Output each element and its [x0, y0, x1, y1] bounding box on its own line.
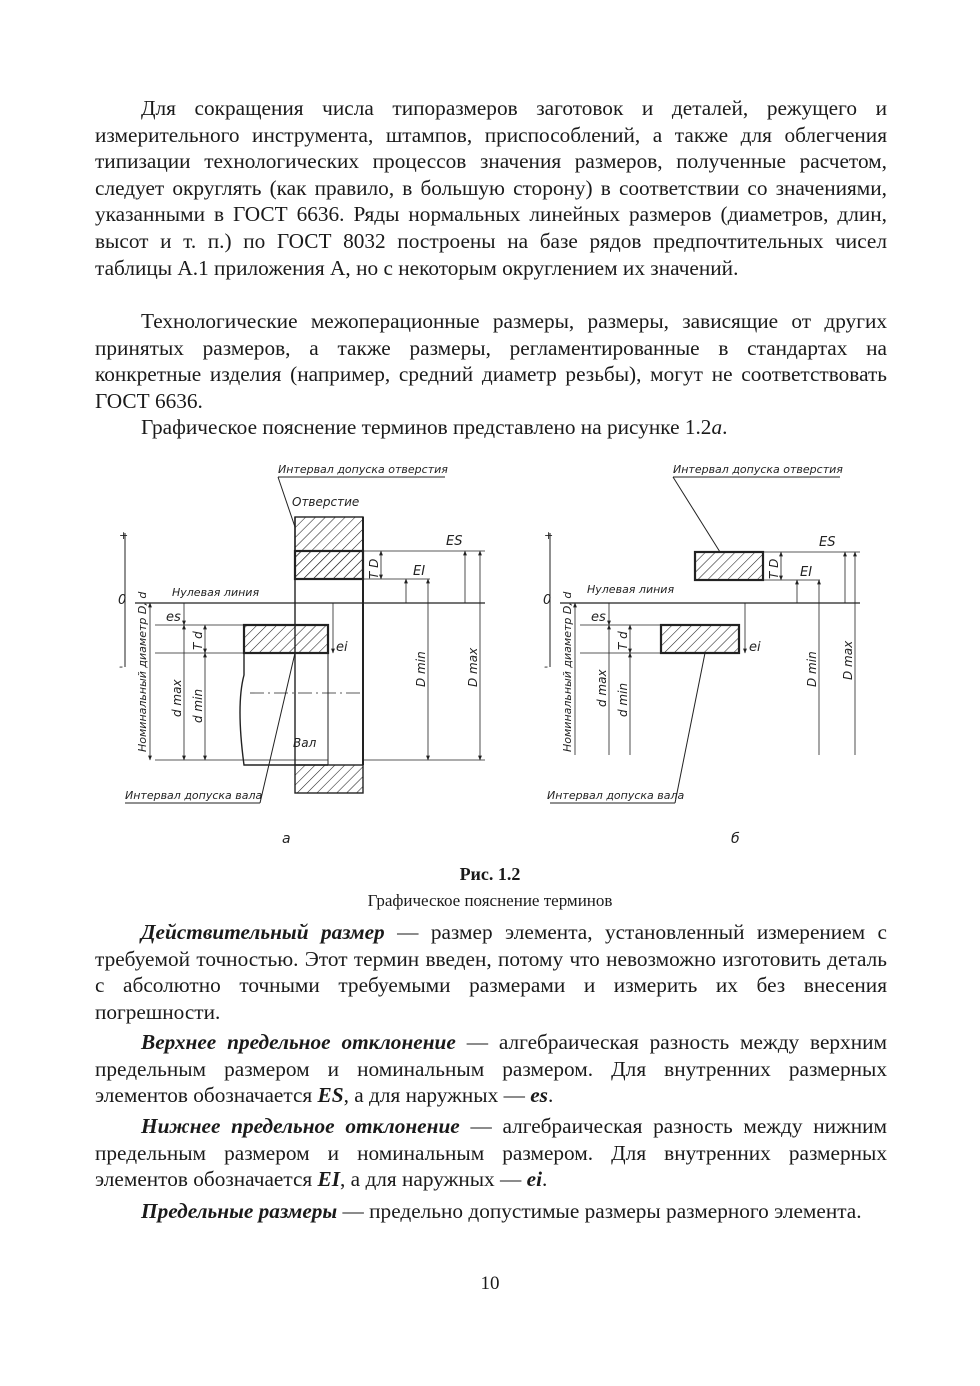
figure-title: Графическое пояснение терминов: [367, 891, 613, 910]
label-Dmax: D max: [466, 647, 480, 687]
minus-sign-b: -: [544, 660, 548, 673]
leader-shaft-zone: [260, 653, 295, 803]
label-Dmin: D min: [414, 651, 428, 687]
hole-tolerance-zone-b: [695, 552, 763, 580]
figure-1-2: [110, 455, 870, 855]
label-dmin: d min: [191, 688, 205, 723]
leader-hole-zone-b: [673, 477, 720, 552]
paragraph-2: Технологические межоперационные размеры, размеры, зависящие от других принятых размеров, а также размеры, регламентированные в стандартах на конкретные изделия (например, средний диаметр резьбы), могут не соответствовать ГОСТ 6636.: [95, 309, 887, 413]
definition-actual-size-text: — размер элемента, установленный измерением с требуемой точностью. Этот термин введен, потому что невозможно изготовить деталь с абсолютно точными требуемыми размерами и измерить их без внесения погрешности.: [95, 920, 887, 1024]
shaft-tolerance-zone-b: [661, 625, 739, 653]
label-EI: EI: [413, 564, 426, 579]
label-ES-b: ES: [819, 535, 836, 550]
label-EI-b: EI: [800, 565, 813, 580]
zero-label: 0: [118, 593, 127, 608]
leader-shaft-zone-b: [675, 653, 705, 803]
zero-label-b: 0: [543, 593, 552, 608]
plus-sign-b: +: [544, 529, 554, 542]
label-es: es: [166, 610, 181, 625]
definition-lower-end: .: [542, 1167, 548, 1192]
symbol-ES: ES: [317, 1083, 344, 1108]
label-Td-b: T d: [616, 631, 630, 650]
zero-line-label-b: Нулевая линия: [587, 583, 675, 596]
symbol-ei: ei: [526, 1167, 542, 1192]
shaft-tolerance-zone: [244, 625, 328, 653]
definition-upper-mid: , а для наружных —: [343, 1083, 531, 1108]
definition-upper-deviation: [95, 1029, 887, 1109]
label-nominal: Номинальный диаметр D, d: [136, 591, 149, 752]
subfigure-a: [118, 463, 485, 847]
label-TD: T D: [367, 558, 381, 579]
label-Dmax-b: D max: [841, 640, 855, 680]
symbol-EI: EI: [317, 1167, 341, 1192]
label-Td: T d: [191, 631, 205, 650]
definition-upper-text: — алгебраическая разность между верхним предельным размером и номинальным размером. Для внутренних размерных элементов обозначается: [95, 1030, 887, 1108]
paragraph-3: [95, 414, 887, 441]
paragraph-3-text: Графическое пояснение терминов представлено на рисунке 1.2: [141, 415, 712, 439]
minus-sign: -: [119, 660, 123, 673]
definition-upper-end: .: [547, 1083, 554, 1108]
hole-tolerance-zone: [295, 551, 363, 579]
definition-lower-text: — алгебраическая разность между нижним предельным размером и номинальным размером. Для внутренних размерных элементов обозначается: [95, 1114, 887, 1192]
hole-zone-label: Интервал допуска отверстия: [278, 463, 448, 476]
definition-limit-sizes: [95, 1198, 887, 1225]
plus-sign: +: [119, 529, 129, 542]
subfigure-b-letter: б: [731, 831, 740, 847]
label-es-b: es: [591, 610, 606, 625]
label-ES: ES: [446, 534, 463, 549]
figure-number: Рис. 1.2: [459, 864, 521, 884]
term-limit-sizes: Предельные размеры: [141, 1199, 338, 1223]
shaft-label: Вал: [293, 736, 317, 750]
label-ei-b: ei: [749, 640, 761, 655]
label-ei: ei: [336, 640, 348, 655]
definition-actual-size: [95, 919, 887, 1025]
hole-zone-label-b: Интервал допуска отверстия: [673, 463, 843, 476]
definition-lower-mid: , а для наружных —: [340, 1167, 527, 1192]
zero-line-label: Нулевая линия: [172, 586, 260, 599]
symbol-es: es: [530, 1083, 548, 1108]
label-dmax: d max: [170, 679, 184, 717]
subfigure-b: [543, 463, 860, 847]
shaft-zone-label-b: Интервал допуска вала: [547, 789, 685, 802]
label-TD-b: T D: [767, 558, 781, 579]
subfigure-a-letter: а: [282, 831, 291, 847]
paragraph-1: Для сокращения числа типоразмеров заготовок и деталей, режущего и измерительного инструмента, штампов, приспособлений, а также для облегчения типизации технологических процессов значения размеров, полученные расчетом, следует округлять (как правило, в большую сторону) в соответствии со значениями, указанными в ГОСТ 6636. Ряды нормальных линейных размеров (диаметров, длин, высот и т. п.) по ГОСТ 8032 построены на базе рядов предпочтительных чисел таблицы А.1 приложения А, но с некоторым округлением их значений.: [95, 96, 887, 280]
figure-ref: а: [711, 415, 723, 439]
definition-limit-text: — предельно допустимые размеры размерного элемента.: [337, 1199, 862, 1223]
term-upper-deviation: Верхнее предельное отклонение: [141, 1030, 456, 1054]
label-dmax-b: d max: [595, 669, 609, 707]
shaft-zone-label: Интервал допуска вала: [125, 789, 263, 802]
page-number: 10: [480, 1273, 500, 1294]
definition-lower-deviation: [95, 1113, 887, 1193]
term-actual-size: Действительный размер: [141, 920, 385, 944]
label-dmin-b: d min: [616, 682, 630, 717]
label-Dmin-b: D min: [805, 651, 819, 687]
paragraph-3-end: .: [722, 415, 728, 439]
term-lower-deviation: Нижнее предельное отклонение: [141, 1114, 460, 1138]
hole-label: Отверстие: [292, 495, 360, 509]
hole-wall-lower: [295, 765, 363, 793]
label-nominal-b: Номинальный диаметр D, d: [561, 591, 574, 752]
